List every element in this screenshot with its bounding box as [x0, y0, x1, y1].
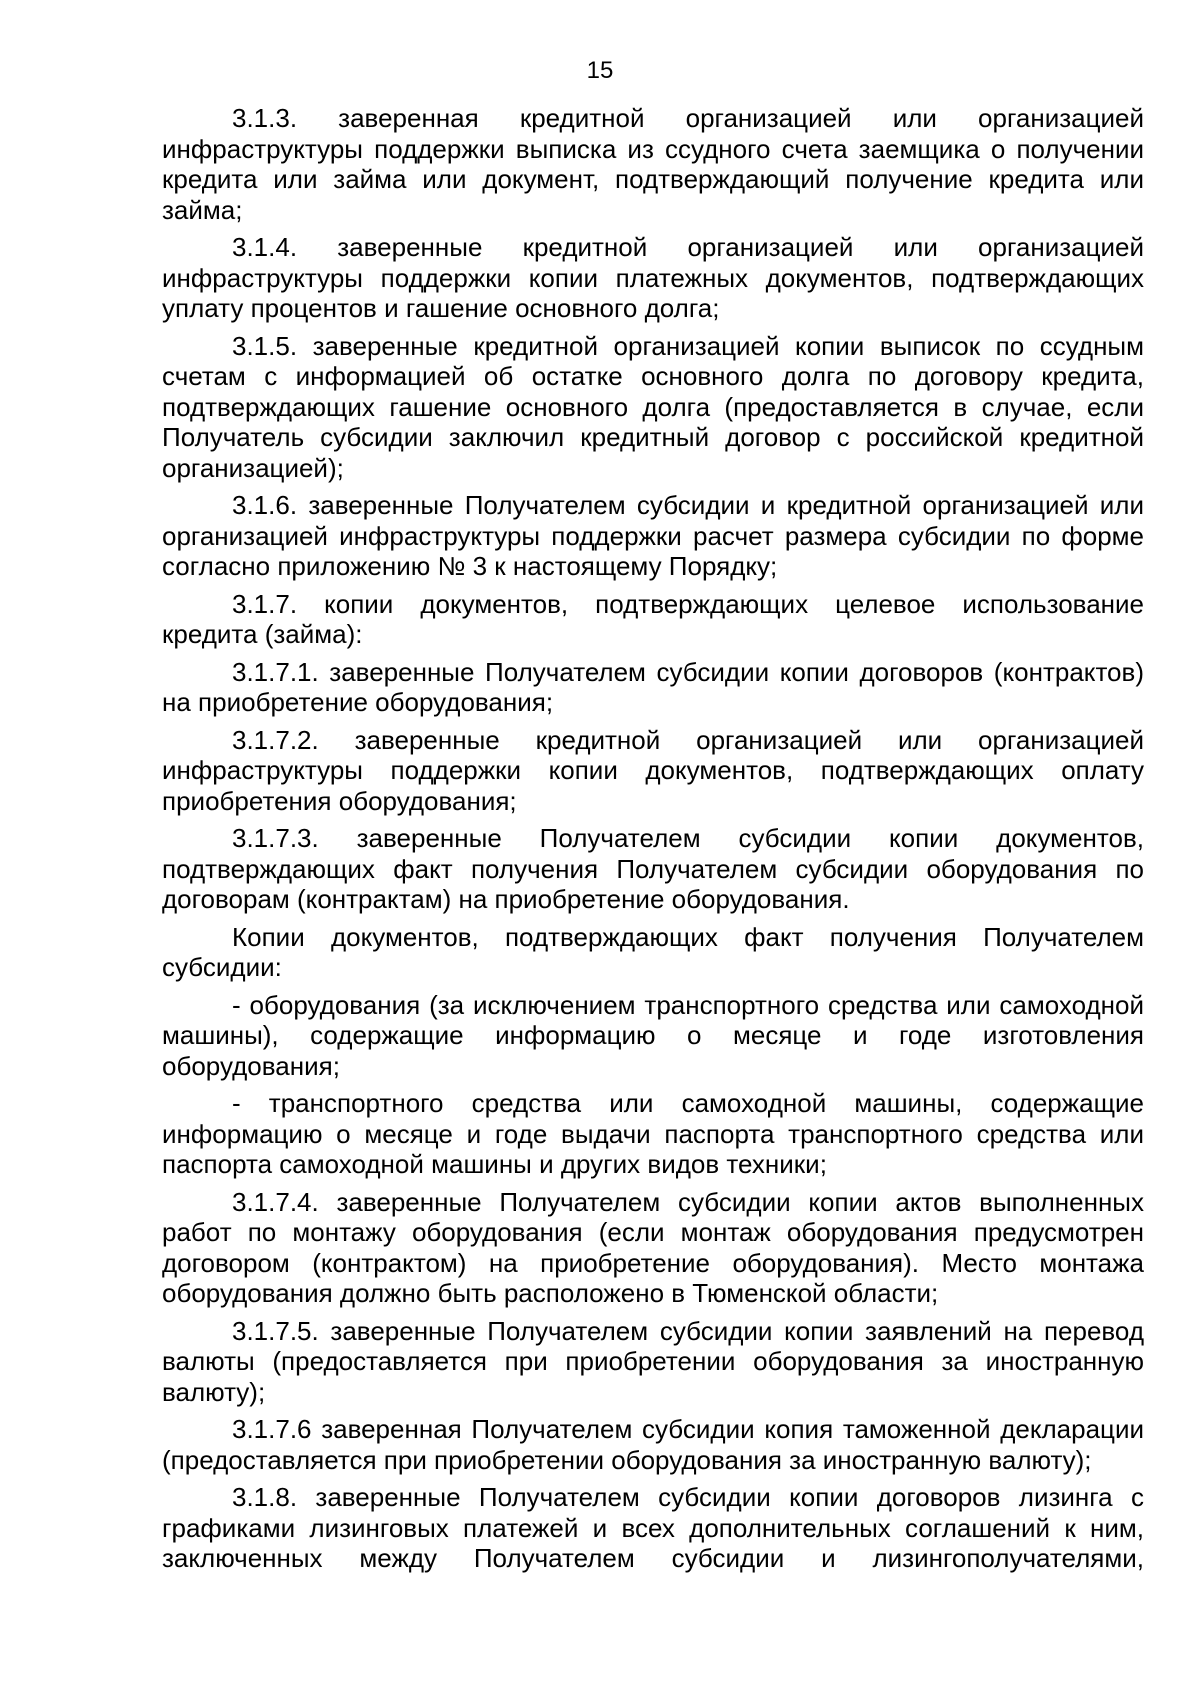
paragraph-3-1-6: 3.1.6. заверенные Получателем субсидии и кредитной организацией или организацией инфраструктуры поддержки расчет размера субсидии по форме согласно приложению № 3 к настоящему Порядку; [162, 490, 1144, 581]
paragraph-3-1-8: 3.1.8. заверенные Получателем субсидии копии договоров лизинга с графиками лизинговых платежей и всех дополнительных соглашений к ним, заключенных между Получателем субсидии и лизингополучателями, [162, 1482, 1144, 1573]
paragraph-3-1-7-5: 3.1.7.5. заверенные Получателем субсидии копии заявлений на перевод валюты (предоставляется при приобретении оборудования за иностранную валюту); [162, 1315, 1144, 1407]
paragraph-3-1-7: 3.1.7. копии документов, подтверждающих целевое использование кредита (займа): [162, 588, 1144, 649]
paragraph-3-1-7-3: 3.1.7.3. заверенные Получателем субсидии копии документов, подтверждающих факт получения Получателем субсидии оборудования по договорам (контрактам) на приобретение оборудования. [162, 823, 1144, 914]
paragraph-3-1-5: 3.1.5. заверенные кредитной организацией копии выписок по ссудным счетам с информацией об остатке основного долга по договору кредита, подтверждающих гашение основного долга (предоставляется в случае, если Получатель субсидии заключил кредитный договор с российской кредитной организацией); [162, 330, 1144, 483]
paragraph-equipment-item: - оборудования (за исключением транспортного средства или самоходной машины), содержащие информацию о месяце и годе изготовления оборудования; [162, 989, 1144, 1081]
paragraph-3-1-7-4: 3.1.7.4. заверенные Получателем субсидии копии актов выполненных работ по монтажу оборудования (если монтаж оборудования предусмотрен договором (контрактом) на приобретение оборудования). Место монтажа оборудования должно быть расположено в Тюменской области; [162, 1186, 1144, 1308]
paragraph-3-1-4: 3.1.4. заверенные кредитной организацией или организацией инфраструктуры поддержки копии платежных документов, подтверждающих уплату процентов и гашение основного долга; [162, 232, 1144, 323]
paragraph-3-1-3: 3.1.3. заверенная кредитной организацией или организацией инфраструктуры поддержки выписка из ссудного счета заемщика о получении кредита или займа или документ, подтверждающий получение кредита или займа; [162, 103, 1144, 225]
paragraph-3-1-7-6: 3.1.7.6 заверенная Получателем субсидии копия таможенной декларации (предоставляется при приобретении оборудования за иностранную валюту); [162, 1414, 1144, 1475]
paragraph-3-1-7-2: 3.1.7.2. заверенные кредитной организацией или организацией инфраструктуры поддержки копии документов, подтверждающих оплату приобретения оборудования; [162, 724, 1144, 816]
page-number: 15 [586, 57, 614, 84]
document-body [162, 103, 1144, 1581]
paragraph-copies-intro: Копии документов, подтверждающих факт получения Получателем субсидии: [162, 921, 1144, 982]
paragraph-vehicle-item: - транспортного средства или самоходной машины, содержащие информацию о месяце и годе выдачи паспорта транспортного средства или паспорта самоходной машины и других видов техники; [162, 1088, 1144, 1179]
paragraph-3-1-7-1: 3.1.7.1. заверенные Получателем субсидии копии договоров (контрактов) на приобретение оборудования; [162, 656, 1144, 717]
